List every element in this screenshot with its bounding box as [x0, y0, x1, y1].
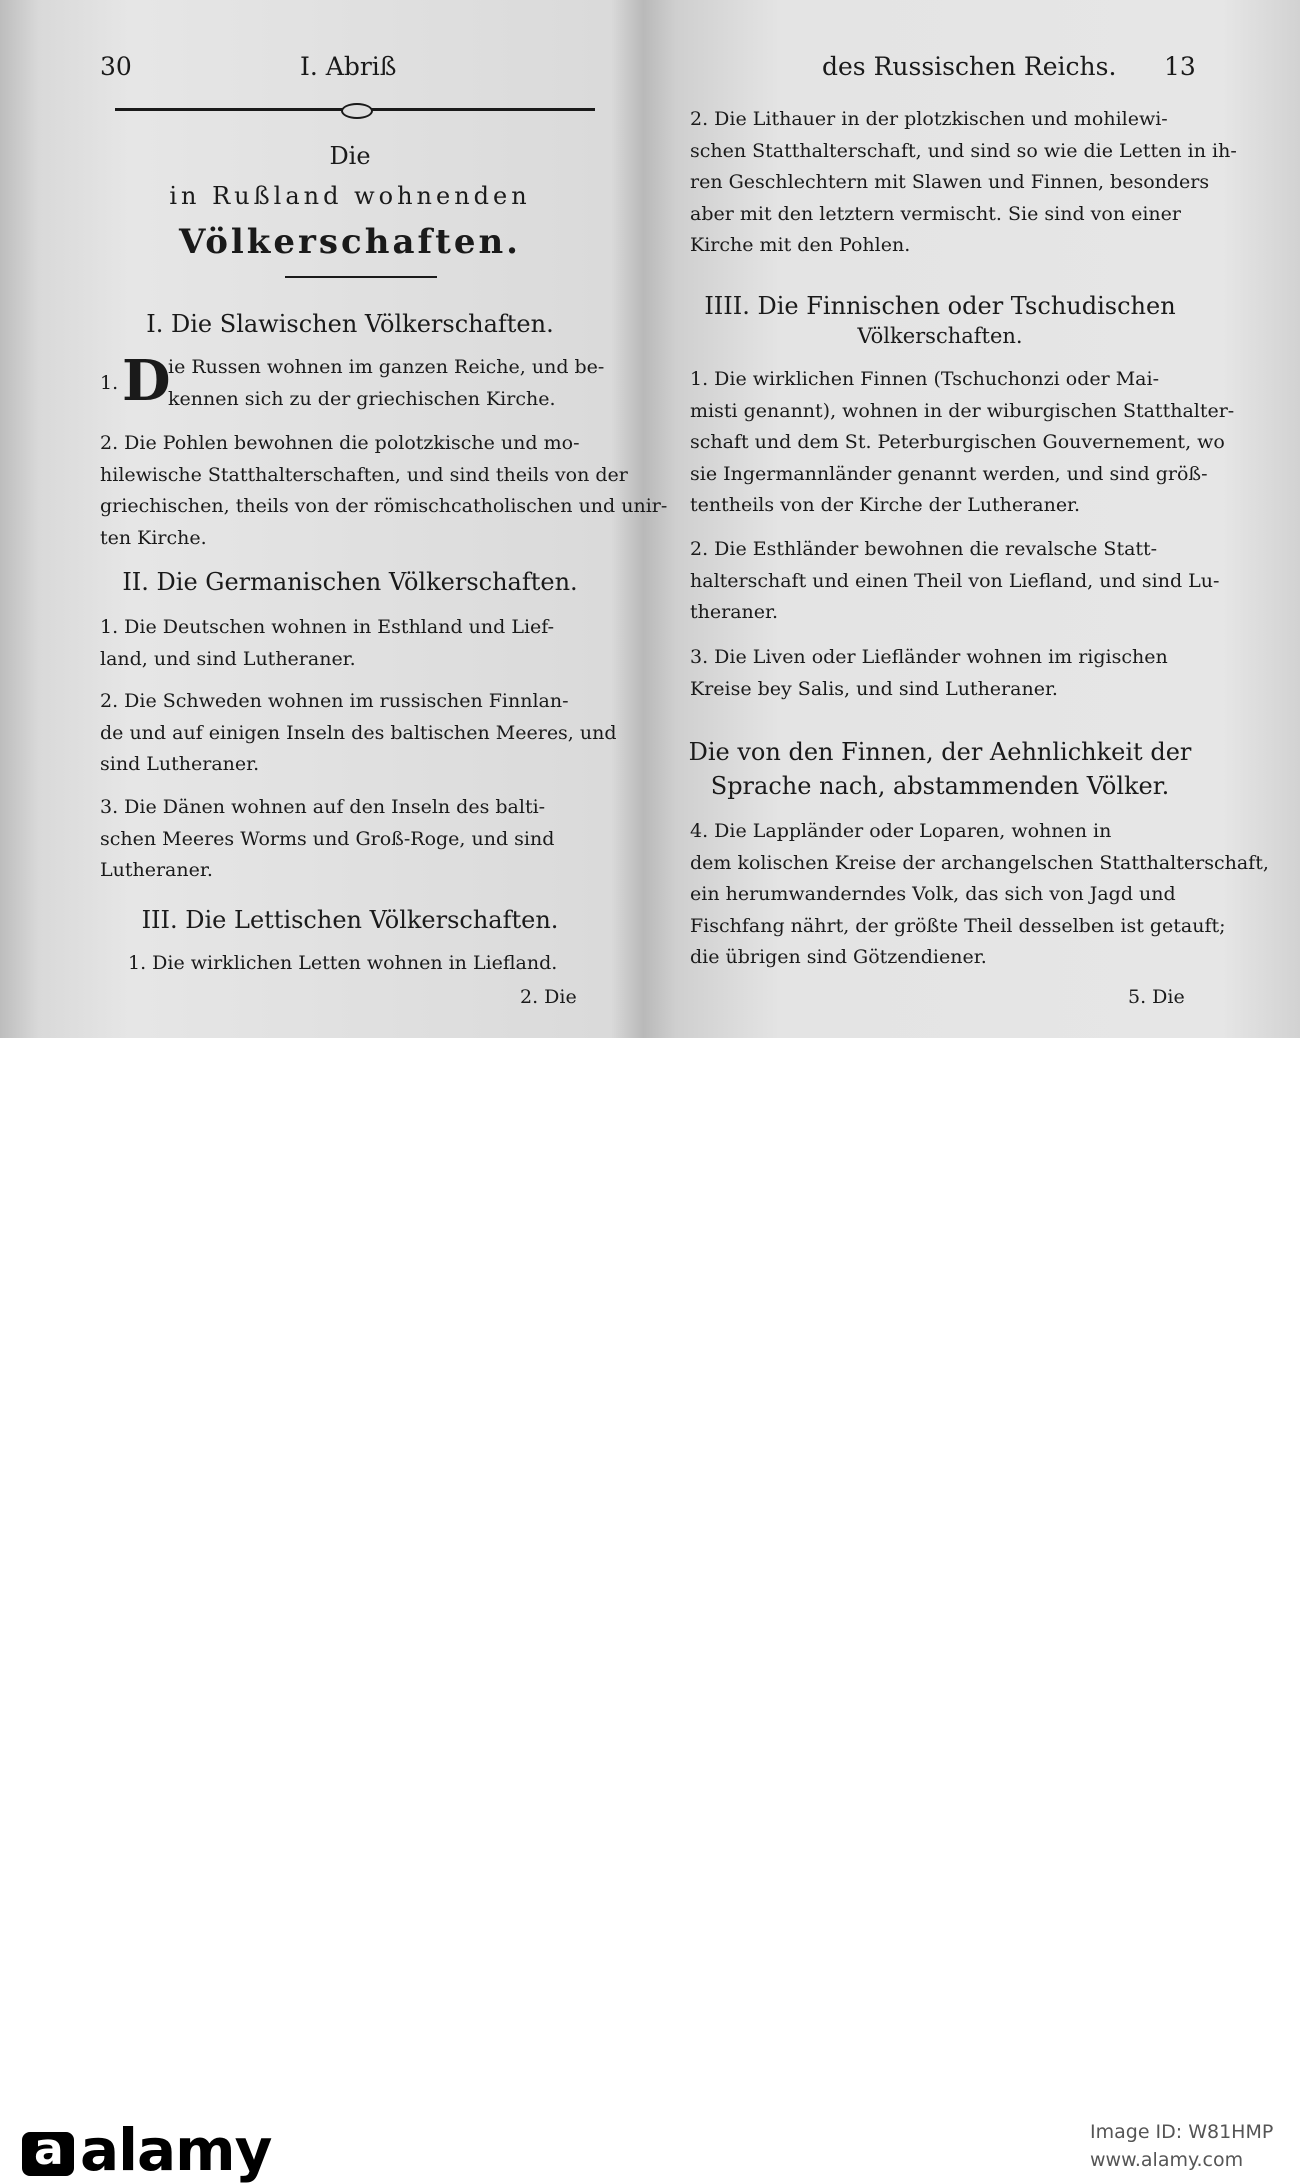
- section-heading-related-line1: Die von den Finnen, der Aehnlichkeit der: [688, 738, 1192, 766]
- left-page: [90, 0, 668, 1038]
- section-heading-finnic-line1: IIII. Die Finnischen oder Tschudischen: [704, 292, 1176, 320]
- left-page-number: 30: [100, 52, 132, 81]
- paragraph-danes: 3. Die Dänen wohnen auf den Inseln des balti- schen Meeres Worms und Groß-Roge, und sind Lutheraner.: [100, 796, 555, 881]
- image-id: Image ID: W81HMP www.alamy.com: [1090, 2121, 1274, 2171]
- stock-footer: [0, 1038, 1300, 2184]
- left-running-title: I. Abriß: [300, 52, 397, 81]
- paragraph-finns: 1. Die wirklichen Finnen (Tschuchonzi oder Mai- misti genannt), wohnen in der wiburgischen Statthalter- schaft und dem St. Peterburgischen Gouvernement, wo sie Ingermannländer genannt werden, und sind größ- tentheils von der Kirche der Lutheraner.: [690, 368, 1235, 516]
- paragraph-esthonians: 2. Die Esthländer bewohnen die revalsche Statt- halterschaft und einen Theil von Liefland, und sind Lu- theraner.: [690, 538, 1220, 623]
- paragraph-poles: 2. Die Pohlen bewohnen die polotzkische und mo- hilewische Statthalterschaften, und sind theils von der griechischen, theils von der römischcatholischen und unir- ten Kirche.: [100, 432, 668, 549]
- left-catchword: 2. Die: [520, 986, 577, 1008]
- para-number: 1.: [100, 372, 119, 394]
- ornamental-rule: [115, 103, 595, 117]
- paragraph-letts: 1. Die wirklichen Letten wohnen in Liefland.: [128, 952, 558, 974]
- book-scan: [0, 0, 1300, 1038]
- right-running-title: des Russischen Reichs.: [822, 52, 1117, 81]
- section-heading-lettish: III. Die Lettischen Völkerschaften.: [141, 906, 559, 934]
- section-heading-finnic-line2: Völkerschaften.: [857, 324, 1023, 348]
- alamy-logo-icon: [22, 2132, 74, 2176]
- chapter-title-line2: in Rußland wohnenden: [169, 182, 531, 210]
- chapter-title-line3: Völkerschaften.: [178, 222, 522, 262]
- paragraph-germans: 1. Die Deutschen wohnen in Esthland und Lief- land, und sind Lutheraner.: [100, 616, 555, 670]
- section-heading-slavic: I. Die Slawischen Völkerschaften.: [146, 310, 554, 338]
- left-running-head: [90, 52, 610, 88]
- right-page-number: 13: [1164, 52, 1196, 81]
- section-heading-germanic: II. Die Germanischen Völkerschaften.: [122, 568, 578, 596]
- title-divider: [285, 276, 437, 278]
- paragraph-livonians: 3. Die Liven oder Liefländer wohnen im rigischen Kreise bey Salis, und sind Lutheraner.: [690, 646, 1168, 700]
- chapter-title-line1: Die: [329, 142, 371, 170]
- paragraph-russians: ie Russen wohnen im ganzen Reiche, und be- kennen sich zu der griechischen Kirche.: [168, 356, 605, 410]
- paragraph-swedes: 2. Die Schweden wohnen im russischen Finnlan- de und auf einigen Inseln des baltischen Meeres, und sind Lutheraner.: [100, 690, 617, 775]
- paragraph-lapps: 4. Die Lappländer oder Loparen, wohnen in dem kolischen Kreise der archangelschen Statthalterschaft, ein herumwanderndes Volk, das sich von Jagd und Fischfang nährt, der größte Theil desselben ist getauft; die übrigen sind Götzendiener.: [690, 820, 1269, 968]
- right-catchword: 5. Die: [1128, 986, 1185, 1008]
- right-running-head: [680, 52, 1200, 88]
- paragraph-lithuanians: 2. Die Lithauer in der plotzkischen und mohilewi- schen Statthalterschaft, und sind so wie die Letten in ih- ren Geschlechtern mit Slawen und Finnen, besonders aber mit den letztern vermischt. Sie sind von einer Kirche mit den Pohlen.: [690, 108, 1237, 256]
- alamy-logo: aalamy: [22, 2116, 271, 2184]
- right-page: [680, 0, 1269, 1038]
- drop-cap: D: [122, 348, 171, 414]
- section-heading-related-line2: Sprache nach, abstammenden Völker.: [710, 772, 1170, 800]
